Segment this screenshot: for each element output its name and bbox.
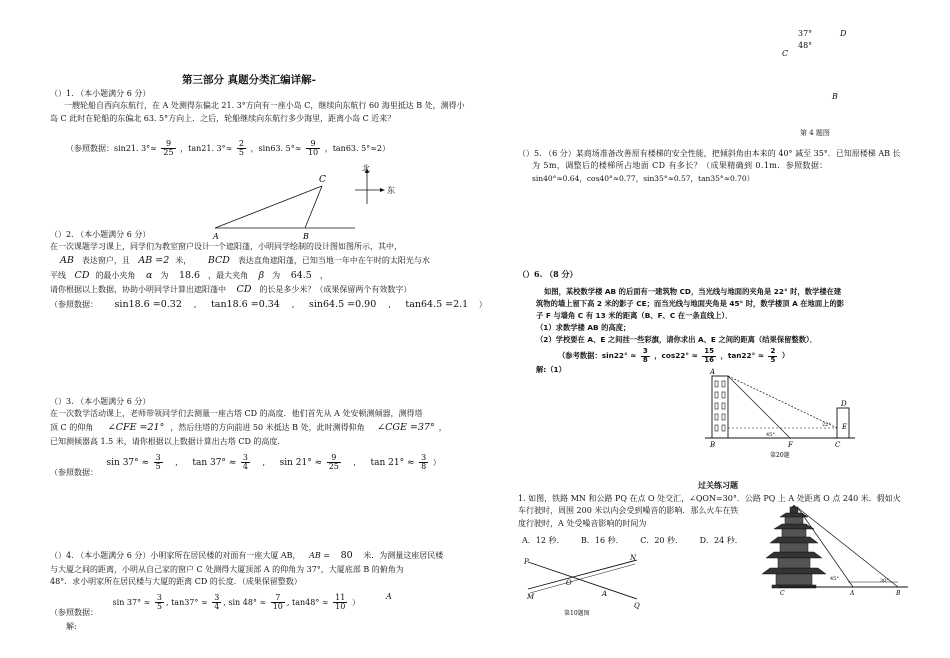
q4-frac-1: $\frac{3}{5}$ [156, 593, 162, 612]
q6-figure [700, 368, 860, 458]
q3-frac-4: $\frac{3}{8}$ [421, 453, 427, 472]
fig4-label-b: B [832, 92, 838, 101]
pagoda-icon [762, 505, 826, 588]
q3-frac-1: $\frac{3}{5}$ [155, 453, 161, 472]
q6-frac-2: $\frac{15}{16}$ [704, 347, 714, 364]
question-2 [50, 229, 487, 313]
q6-building-ab [712, 376, 728, 438]
label-a: A [602, 590, 608, 598]
practice-line2: 车行驶时，周围 200 米以内会受到噪音的影响．那么火车在铁 [518, 506, 739, 516]
q3-frac-3: $\frac{9}{25}$ [328, 453, 339, 472]
q6-label-c: C [835, 441, 841, 449]
q1-ref-tan63: ，tan63. 5°≈2） [324, 143, 390, 153]
pagoda-angle-b: 30° [880, 578, 889, 584]
q4-frac-4: $\frac{11}{10}$ [335, 593, 346, 612]
q1-label-north: 北 [362, 164, 370, 173]
option-d[interactable]: D．24 秒． [699, 536, 743, 545]
question-5 [518, 148, 933, 184]
q6-angle-22: 22° [822, 422, 831, 428]
practice-title: 过关练习题 [698, 480, 738, 490]
q1-frac-2: $\frac{2}{5}$ [238, 139, 244, 158]
q4-frac-2: $\frac{3}{4}$ [214, 593, 220, 612]
q5-line1: （）5. （6 分）某商场准备改善原有楼梯的安全性能，把倾斜角由本来的 40° 减至 35°．已知原楼梯 AB 长 [518, 149, 901, 158]
pagoda-label-a: A [850, 590, 855, 597]
option-b[interactable]: B．16 秒． [581, 536, 624, 545]
q3-head: （）3. （本小题满分 6 分） [50, 397, 151, 406]
label-n: N [630, 554, 637, 562]
q6-angle-45: 45° [766, 432, 775, 438]
fig4-label-d: D [840, 29, 847, 38]
q4-reference: （参照数据： sin 37° ≈ $\frac{3}{5}$ , tan37° ≈ $\frac{3}{4}$ , sin 48° ≈ $\frac{7}{10}$ , tan48° ≈ $\frac{11}{10}$ ） [50, 593, 360, 617]
q1-label-c: C [319, 175, 326, 185]
q4-label-a: A [386, 592, 392, 601]
q6-reference: （参考数据：sin22° ≈ $\frac{3}{8}$ ，cos22° ≈ $\frac{15}{16}$ ，tan22° ≈ $\frac{2}{5}$ ） [558, 347, 790, 364]
railway-mn [528, 560, 637, 589]
q3-frac-2: $\frac{3}{4}$ [242, 453, 248, 472]
q2-line1: 在一次课题学习课上，同学们为教室窗户设计一个遮阳蓬，小明同学绘制的设计图如图所示，其中， [50, 242, 402, 252]
q1-line-bc [305, 186, 322, 228]
q1-line-ac [215, 186, 322, 228]
practice-figure-10 [522, 552, 647, 618]
q1-label-east: 东 [387, 186, 395, 195]
pagoda-label-c: C [780, 590, 785, 597]
label-q: Q [634, 602, 640, 610]
q1-figure [205, 160, 410, 240]
q6-head: （）6. （8 分） [518, 269, 578, 279]
q1-frac-1: $\frac{9}{25}$ [163, 139, 174, 158]
pagoda-angle-a: 45° [830, 576, 839, 582]
question-3 [50, 396, 480, 448]
q1-head: （）1. （本小题满分 6 分） [50, 89, 151, 98]
page-title: 第三部分 真题分类汇编详解- [182, 74, 317, 86]
q6-ray-45 [728, 376, 790, 438]
q4-solve: 解: [66, 622, 77, 631]
q6-frac-1: $\frac{3}{8}$ [642, 347, 648, 364]
label-o: O [566, 579, 572, 587]
q6-label-e: E [842, 423, 848, 431]
q6-label-b: B [710, 441, 716, 449]
practice-fig-caption: 第10题图 [564, 610, 590, 617]
q2-line4: 请你根据以上数据，协助小明同学计算出遮阳蓬中 CD 的长是多少米？（成果保留两个有效数字） [50, 284, 412, 296]
q1-label-a: A [213, 232, 219, 240]
practice-line1: 1. 如图，铁路 MN 和公路 PQ 在点 O 处交汇，∠QON=30°．公路 PQ 上 A 处距离 O 点 240 米．假如火 [518, 494, 901, 503]
q1-ref-tan21: ，tan21. 3°≈ [180, 143, 233, 153]
q6-ray-22 [728, 376, 837, 428]
fig4-angle-37: 37° [798, 29, 813, 38]
pagoda-ray-b [798, 508, 898, 587]
q6-body: 如图，某校数学楼 AB 的后面有一建筑物 CD，当光线与地面的夹角是 22° 时，数学楼在建 筑物的墙上留下高 2 米的影子 CE；而当光线与地面夹角是 45° 时，数学楼顶 A 在地面上的影 子 F 与墙角 C 有 13 米的距离（B、F、C 在一条直线上）． （1）求数学楼 AB 的高度； （2）学校要在 A、E 之间挂一些彩旗，请你求出 A、E 之间的距离（结果保留整数）． （参考数据：sin22° ≈ $\frac{3}{8}$ ，cos22° ≈ $\frac{15}{16}$ ，tan22° ≈ $\frac{2}{5}$ ） 解:（1） [536, 286, 856, 376]
q1-ref-label: （参照数据：sin21. 3°≈ [66, 143, 157, 153]
road-pq [528, 562, 637, 599]
q1-ref-sin63: ，sin63. 5°≈ [250, 143, 302, 153]
label-p: P [524, 558, 529, 566]
fig4-caption: 第 4 题图 [800, 129, 830, 137]
label-m: M [527, 593, 535, 601]
fig4-label-c: C [782, 49, 789, 58]
q3-reference: （参照数据： sin 37° ≈ $\frac{3}{5}$ , tan 37° ≈ $\frac{3}{4}$ , sin 21° ≈ $\frac{9}{25}$ , tan 21° ≈ $\frac{3}{8}$ ） [50, 453, 441, 477]
q4-frac-3: $\frac{7}{10}$ [272, 593, 283, 612]
q1-label-b: B [303, 232, 309, 240]
q1-frac-3: $\frac{9}{10}$ [307, 139, 319, 158]
pagoda-figure [758, 505, 918, 597]
q4-line1: （）4. （本小题满分 6 分）小明家所在居民楼的对面有一座大厦 AB， AB = 80 米．为测量这座居民楼 [50, 550, 444, 561]
q3-line3: 已知测倾器高 1.5 米，请你根据以上数据计算出古塔 CD 的高度. [50, 436, 280, 446]
q5-line3: sin40°≈0.64，cos40°≈0.77，sin35°≈0.57，tan35°≈0.70） [532, 173, 755, 183]
q2-line2: AB 表达窗户，且 AB =2 米， BCD 表达直角遮阳蓬，已知当地一年中在午时的太阳光与水 [60, 254, 430, 266]
q4-line3: 48°．求小明家所在居民楼与大厦的距离 CD 的长度．（成果保留整数） [50, 577, 302, 587]
q6-label-f: F [788, 441, 793, 449]
q6-label-d: D [841, 400, 847, 408]
q2-head: （）2. （本小题满分 6 分） [50, 230, 151, 239]
pagoda-label-b: B [896, 590, 901, 597]
q6-label-a: A [710, 368, 716, 376]
practice-options [522, 535, 743, 547]
east-arrow-icon [380, 188, 385, 192]
q3-line1: 在一次数学活动课上，老师带领同学们去测量一座古塔 CD 的高度．他们首先从 A 处安顿测倾器，测得塔 [50, 409, 423, 419]
question-4 [50, 549, 480, 589]
q2-line3: 平线 CD 的最小夹角 α 为 18.6 ，最大夹角 β 为 64.5 ， [50, 269, 328, 281]
q6-building-windows [715, 381, 725, 431]
q4-line2: 与大厦之间的距离，小明从自己家的窗户 C 处测得大厦顶部 A 的仰角为 37°，大厦底部 B 的俯角为 [50, 564, 404, 574]
q6-frac-3: $\frac{2}{5}$ [770, 347, 776, 364]
q1-reference [66, 140, 390, 158]
option-a[interactable]: A．12 秒． [522, 536, 565, 545]
q2-reference: （参照数据： sin18.6 =0.32 , tan18.6 =0.34 , sin64.5 =0.90 , tan64.5 =2.1 ） [50, 298, 487, 310]
fig4-angle-48: 48° [798, 41, 813, 50]
option-c[interactable]: C．20 秒． [640, 536, 684, 545]
q3-line2: 顶 C 的仰角 ∠CFE =21° ，然后往塔的方向前进 50 米抵达 B 处，此时测得仰角 ∠CGE =37° ， [50, 421, 447, 433]
q5-line2: 为 5m，调整后的楼梯所占地面 CD 有多长？（成果精确到 0.1m．参照数据： [532, 161, 828, 171]
q6-caption: 第20题 [770, 452, 790, 458]
q1-body: 一艘轮船自西向东航行，在 A 处测得东偏北 21. 3°方向有一座小岛 C，继续向东航行 60 海里抵达 B 处，测得小岛 C 此时在轮船的东偏北 63. 5°方向上．之后，轮船继续向东航行多少海里，距离小岛 C 近来？ [50, 101, 465, 123]
question-1 [50, 88, 465, 125]
practice-line3: 度行驶时，A 处受噪音影响的时间为 [518, 518, 647, 528]
